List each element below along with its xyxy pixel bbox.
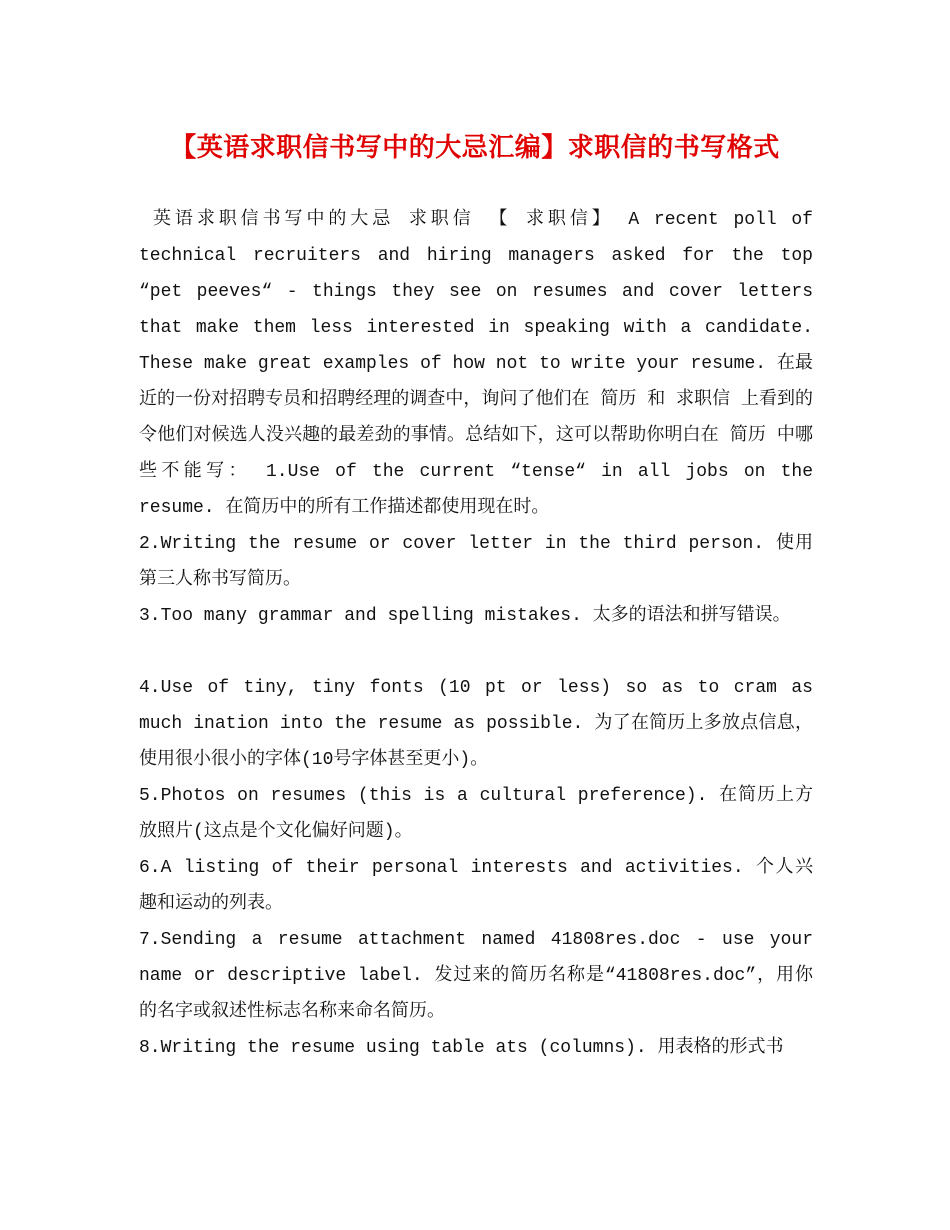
paragraph-item-2: 2.Writing the resume or cover letter in the third person. 使用第三人称书写简历。: [139, 534, 813, 590]
paragraph-intro: 英语求职信书写中的大忌 求职信 【 求职信】 A recent poll of technical recruiters and hiring managers asked for the top “pet peeves“ - things they see on resumes and cover letters that make them less interested in speaking with a candidate. These make great examples of how not to write your resume. 在最近的一份对招聘专员和招聘经理的调查中，询问了他们在 简历 和 求职信 上看到的令他们对候选人没兴趣的最差劲的事情。总结如下，这可以帮助你明白在 简历 中哪些不能写： 1.Use of the current “tense“ in all jobs on the resume. 在简历中的所有工作描述都使用现在时。: [139, 210, 813, 518]
document-title: 【英语求职信书写中的大忌汇编】求职信的书写格式: [170, 133, 780, 163]
paragraph-item-5: 5.Photos on resumes (this is a cultural preference). 在简历上方放照片(这点是个文化偏好问题)。: [139, 786, 813, 842]
paragraph-item-7: 7.Sending a resume attachment named 41808res.doc - use your name or descriptive label. 发过来的简历名称是“41808res.doc”，用你的名字或叙述性标志名称来命名简历。: [139, 930, 813, 1022]
paragraph-item-3: 3.Too many grammar and spelling mistakes. 太多的语法和拼写错误。: [139, 606, 791, 626]
paragraph-item-6: 6.A listing of their personal interests and activities. 个人兴趣和运动的列表。: [139, 858, 813, 914]
paragraph-item-4: 4.Use of tiny, tiny fonts (10 pt or less) so as to cram as much ination into the resume as possible. 为了在简历上多放点信息，使用很小很小的字体(10号字体甚至更小)。: [139, 678, 813, 770]
document-body: [139, 202, 813, 1066]
paragraph-item-8: 8.Writing the resume using table ats (columns). 用表格的形式书: [139, 1038, 784, 1058]
